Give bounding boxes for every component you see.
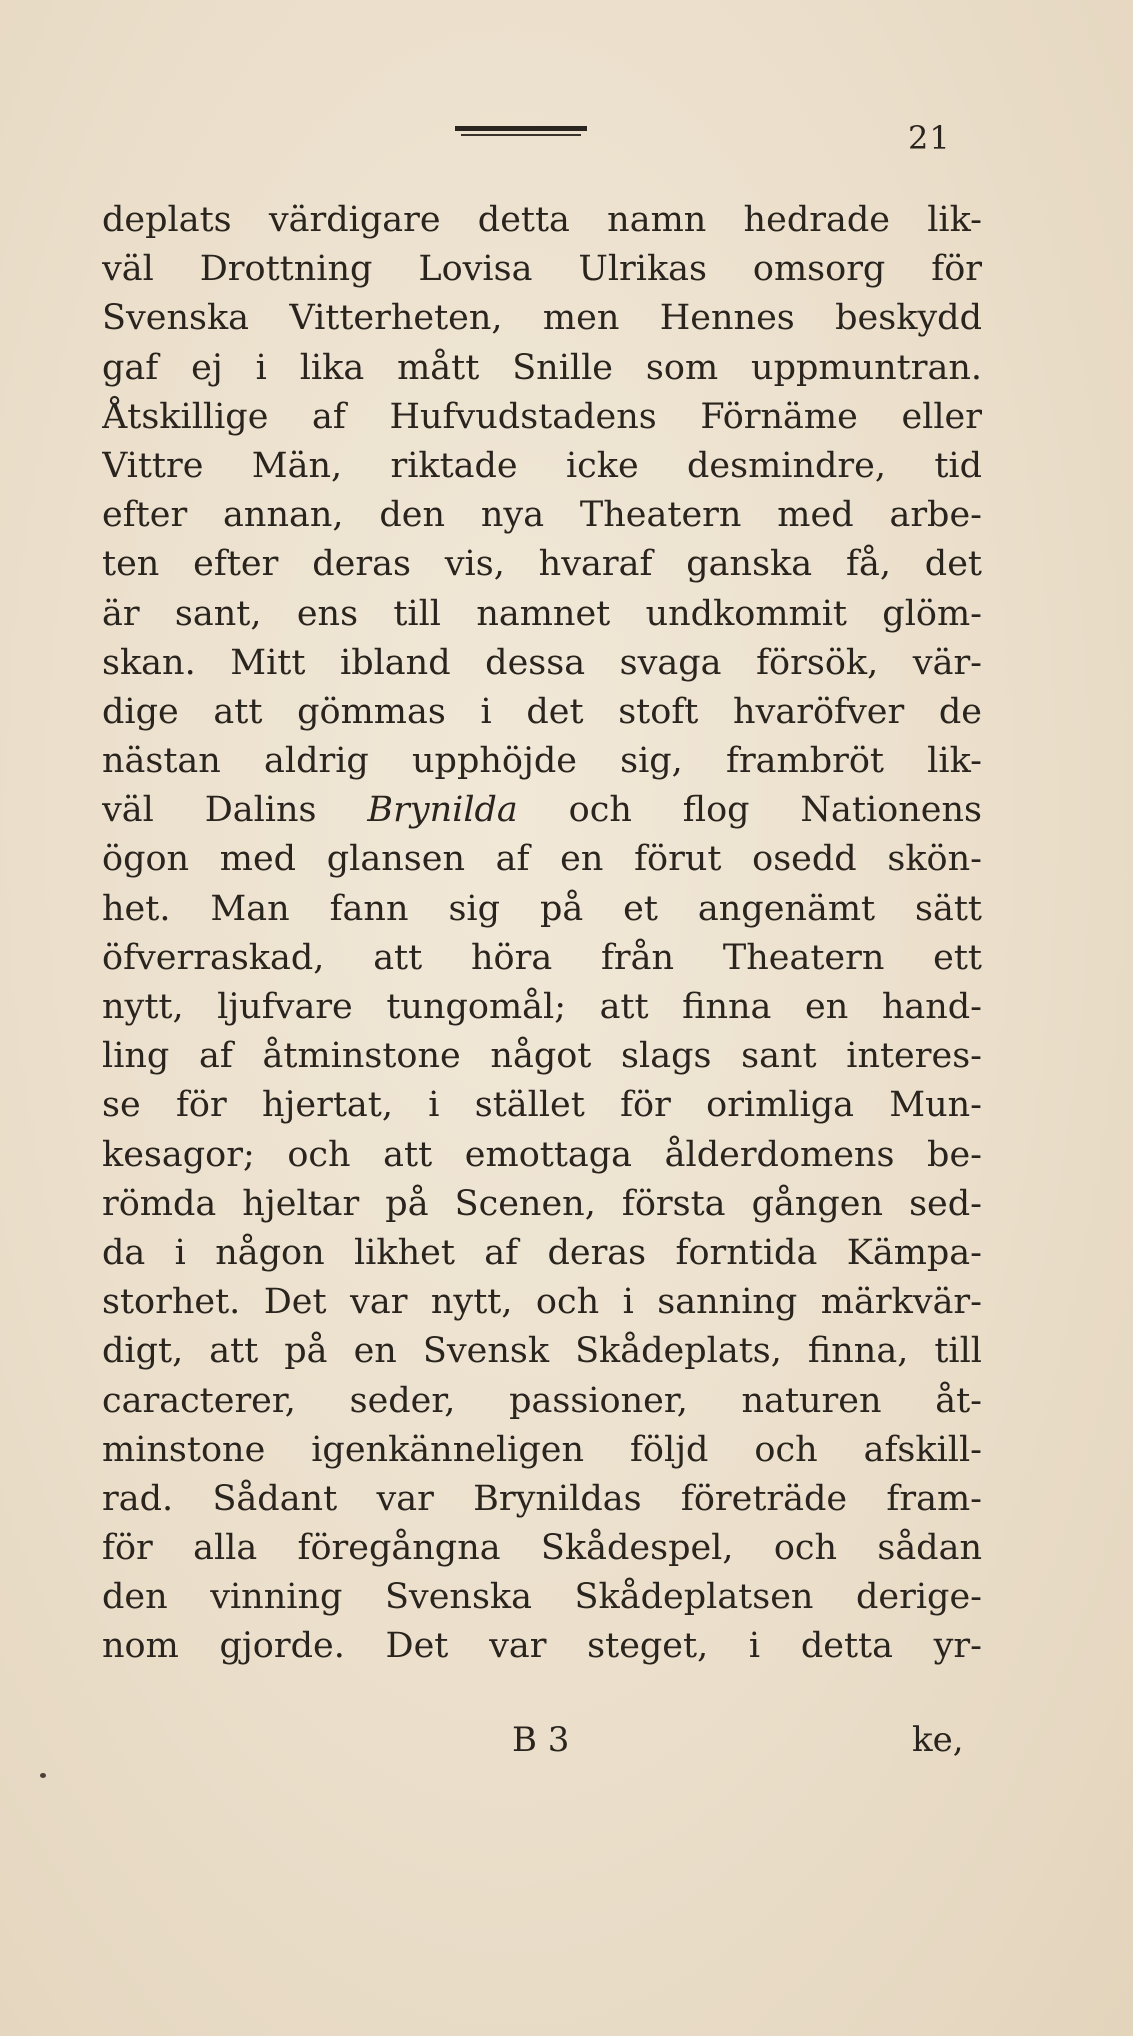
italic-title: Brynilda bbox=[367, 790, 518, 831]
body-text bbox=[102, 196, 982, 1672]
header-ornament-rule bbox=[455, 126, 587, 138]
signature-mark: B 3 bbox=[512, 1720, 570, 1760]
ink-speck bbox=[40, 1773, 46, 1778]
text-line: da i någon likhet af deras forntida Kämpa- bbox=[102, 1232, 982, 1273]
text-line: Svenska Vitterheten, men Hennes beskydd bbox=[102, 298, 982, 339]
text-line: ten efter deras vis, hvaraf ganska få, det bbox=[102, 544, 982, 585]
text-line: nästan aldrig upphöjde sig, frambröt lik- bbox=[102, 741, 982, 782]
text-line: skan. Mitt ibland dessa svaga försök, vär- bbox=[102, 642, 982, 683]
text-line: efter annan, den nya Theatern med arbe- bbox=[102, 495, 982, 536]
text-line: nom gjorde. Det var steget, i detta yr- bbox=[102, 1626, 982, 1667]
text-line: gaf ej i lika mått Snille som uppmuntran. bbox=[102, 347, 982, 388]
text-line: deplats värdigare detta namn hedrade lik- bbox=[102, 200, 982, 240]
text-line: dige att gömmas i det stoft hvaröfver de bbox=[102, 691, 982, 732]
text-line: digt, att på en Svensk Skådeplats, finna, till bbox=[102, 1331, 982, 1372]
text-line: öfverraskad, att höra från Theatern ett bbox=[102, 937, 982, 978]
catchword: ke, bbox=[912, 1720, 964, 1760]
text-line: ling af åtminstone något slags sant interes- bbox=[102, 1036, 982, 1077]
text-line: het. Man fann sig på et angenämt sätt bbox=[102, 888, 982, 929]
text-line: för alla föregångna Skådespel, och sådan bbox=[102, 1528, 982, 1569]
text-line: är sant, ens till namnet undkommit glöm- bbox=[102, 593, 982, 634]
text-line: minstone igenkänneligen följd och afskill- bbox=[102, 1429, 982, 1470]
text-line: storhet. Det var nytt, och i sanning märkvär- bbox=[102, 1282, 982, 1323]
text-line: nytt, ljufvare tungomål; att finna en hand- bbox=[102, 987, 982, 1027]
header-rule-thin bbox=[461, 134, 581, 136]
text-line: ögon med glansen af en förut osedd skön- bbox=[102, 839, 982, 880]
page-number: 21 bbox=[908, 119, 951, 157]
text-line: rad. Sådant var Brynildas företräde fram- bbox=[102, 1478, 982, 1519]
text-line: caracterer, seder, passioner, naturen åt- bbox=[102, 1380, 982, 1421]
text-line: römda hjeltar på Scenen, första gången sed- bbox=[102, 1183, 982, 1224]
text-line: se för hjertat, i stället för orimliga Mun- bbox=[102, 1085, 982, 1126]
header-rule-thick bbox=[455, 126, 587, 131]
text-line: Vittre Män, riktade icke desmindre, tid bbox=[102, 445, 982, 486]
text-line: den vinning Svenska Skådeplatsen derige- bbox=[102, 1577, 982, 1618]
text-line: väl Dalins Brynilda och flog Nationens bbox=[102, 790, 982, 831]
text-line: Åtskillige af Hufvudstadens Förnäme eller bbox=[102, 396, 982, 437]
text-line: väl Drottning Lovisa Ulrikas omsorg för bbox=[102, 249, 982, 290]
text-line: kesagor; och att emottaga ålderdomens be- bbox=[102, 1134, 982, 1175]
